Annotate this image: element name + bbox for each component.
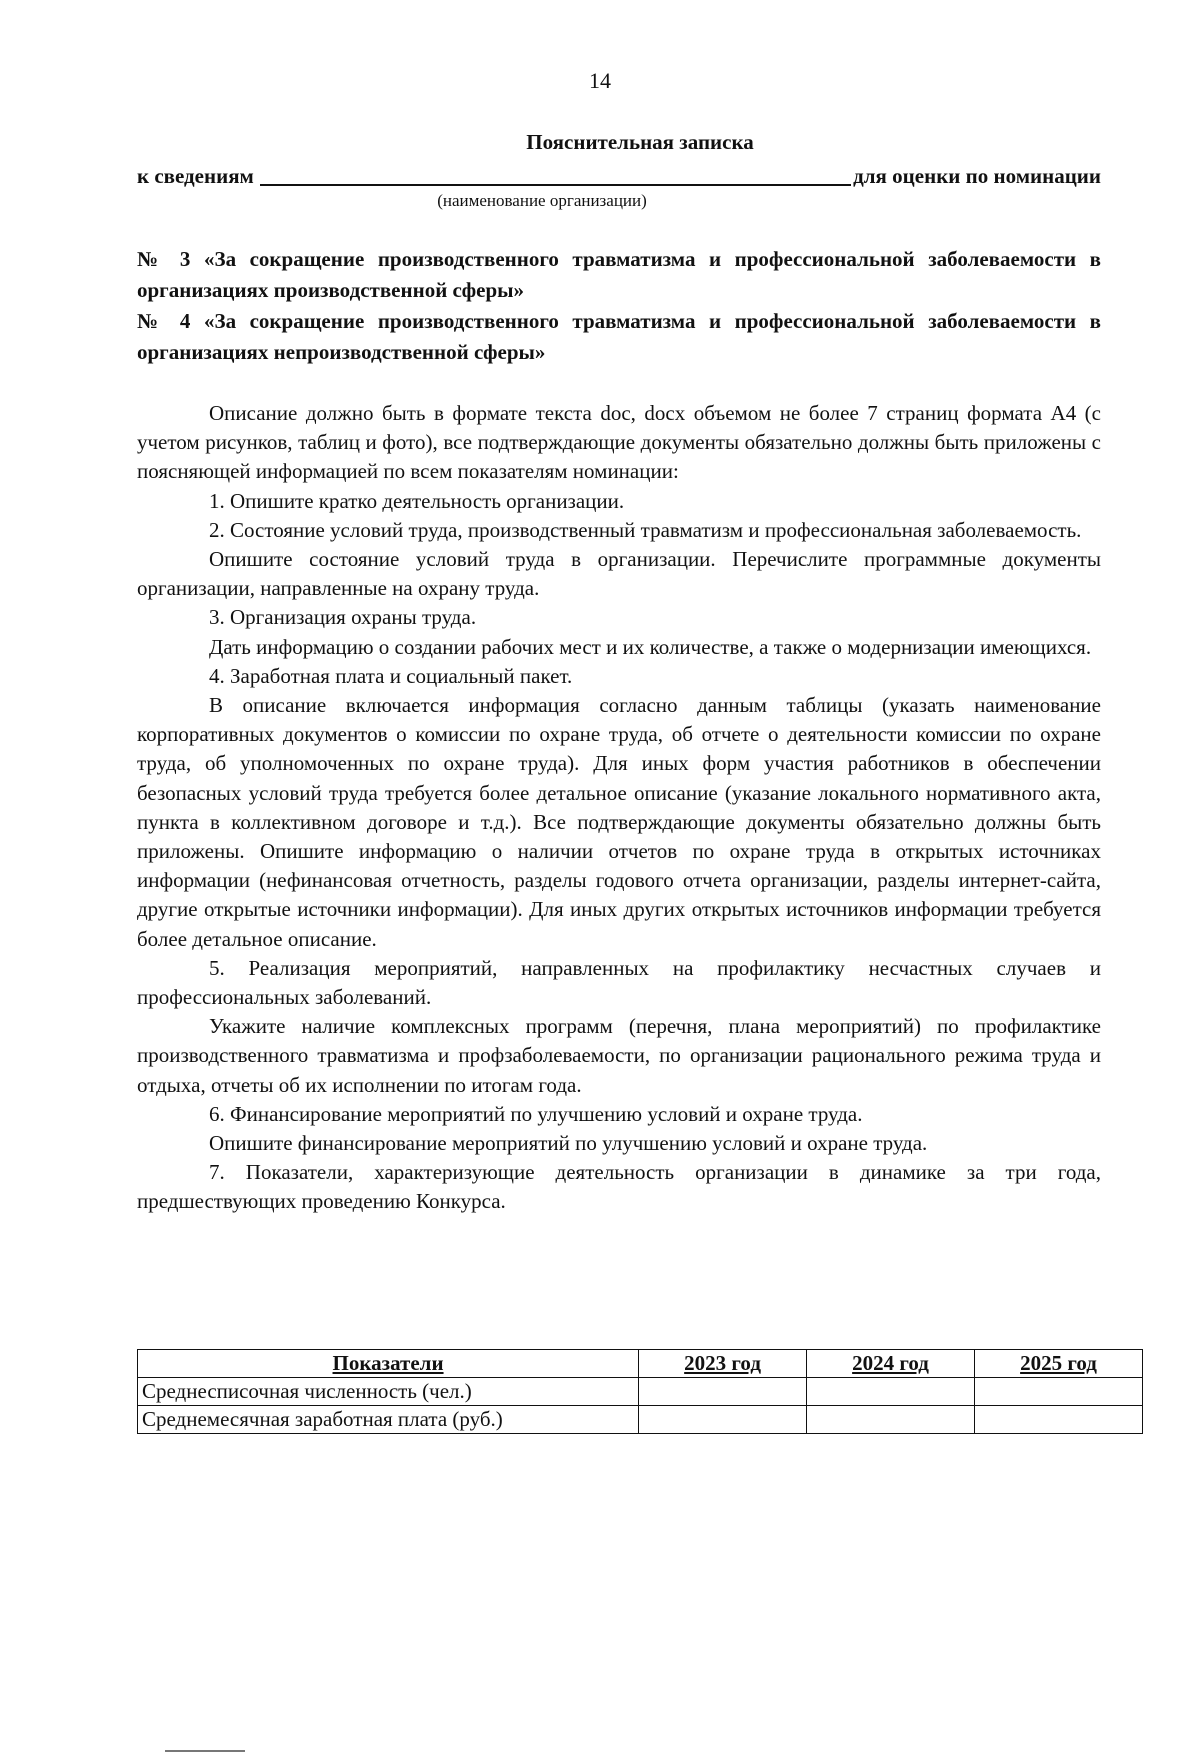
header-year-2023: 2023 год bbox=[639, 1350, 807, 1378]
paragraph: 2. Состояние условий труда, производственный травматизм и профессиональная заболеваемость. bbox=[209, 517, 1082, 542]
paragraph: Дать информацию о создании рабочих мест и их количестве, а также о модернизации имеющихся. bbox=[209, 634, 1092, 659]
paragraph: Описание должно быть в формате текста doc, docx объемом не более 7 страниц формата А4 (с учетом рисунков, таблиц и фото), все подтверждающие документы обязательно должны быть приложены с поясняющей информацией по всем показателям номинации: bbox=[137, 401, 1101, 484]
value-cell[interactable] bbox=[975, 1378, 1143, 1406]
scan-edge-mark bbox=[165, 1750, 245, 1752]
value-cell[interactable] bbox=[639, 1406, 807, 1434]
value-cell[interactable] bbox=[807, 1378, 975, 1406]
paragraph: 7. Показатели, характеризующие деятельность организации в динамике за три года, предшествующих проведению Конкурса. bbox=[137, 1160, 1101, 1214]
paragraph: 5. Реализация мероприятий, направленных на профилактику несчастных случаев и профессиональных заболеваний. bbox=[137, 955, 1101, 1010]
value-cell[interactable] bbox=[975, 1406, 1143, 1434]
table-row bbox=[138, 1378, 1143, 1406]
header-year-2025: 2025 год bbox=[975, 1350, 1143, 1378]
organization-line bbox=[137, 162, 1101, 189]
paragraph: Опишите финансирование мероприятий по улучшению условий и охране труда. bbox=[209, 1131, 928, 1156]
value-cell[interactable] bbox=[807, 1406, 975, 1434]
organization-caption: (наименование организации) bbox=[437, 191, 647, 210]
nomination-3: № 3 «За сокращение производственного травматизма и профессиональной заболеваемости в организациях производственной сферы» bbox=[137, 247, 1101, 302]
document-title: Пояснительная записка bbox=[526, 130, 754, 154]
organization-line-lead: к сведениям bbox=[137, 164, 254, 188]
organization-blank-field[interactable] bbox=[260, 162, 851, 186]
indicator-cell: Среднемесячная заработная плата (руб.) bbox=[138, 1406, 639, 1434]
paragraph: 3. Организация охраны труда. bbox=[209, 605, 477, 630]
table-header-row bbox=[138, 1350, 1143, 1378]
header-year-2024: 2024 год bbox=[807, 1350, 975, 1378]
page-number: 14 bbox=[589, 68, 611, 93]
value-cell[interactable] bbox=[639, 1378, 807, 1406]
paragraph: 4. Заработная плата и социальный пакет. bbox=[209, 663, 573, 688]
nomination-4: № 4 «За сокращение производственного травматизма и профессиональной заболеваемости в организациях непроизводственной сферы» bbox=[137, 309, 1101, 364]
organization-line-tail: для оценки по номинации bbox=[853, 164, 1101, 188]
body-text bbox=[137, 399, 1101, 1217]
paragraph: 1. Опишите кратко деятельность организации. bbox=[209, 488, 625, 513]
paragraph: Укажите наличие комплексных программ (перечня, плана мероприятий) по профилактике производственного травматизма и профзаболеваемости, по организации рационального режима труда и отдыха, отчеты об их исполнении по итогам года. bbox=[137, 1014, 1101, 1097]
paragraph: 6. Финансирование мероприятий по улучшению условий и охране труда. bbox=[209, 1101, 863, 1126]
indicator-cell: Среднесписочная численность (чел.) bbox=[138, 1378, 639, 1406]
paragraph: Опишите состояние условий труда в организации. Перечислите программные документы организации, направленные на охрану труда. bbox=[137, 547, 1101, 601]
indicators-table bbox=[137, 1349, 1143, 1434]
header-indicators: Показатели bbox=[138, 1350, 639, 1378]
table-row bbox=[138, 1406, 1143, 1434]
paragraph: В описание включается информация согласно данным таблицы (указать наименование корпоративных документов о комиссии по охране труда, об отчете о деятельности комиссии по охране труда, об уполномоченных по охране труда). Для иных форм участия работников в обеспечении безопасных условий труда требуется более детальное описание (указание локального нормативного акта, пункта в коллективном договоре и т.д.). Все подтверждающие документы обязательно должны быть приложены. Опишите информацию о наличии отчетов по охране труда в открытых источниках информации (нефинансовая отчетность, разделы годового отчета организации, разделы интернет-сайта, другие открытые источники информации). Для иных других открытых источников информации требуется более детальное описание. bbox=[137, 693, 1101, 951]
